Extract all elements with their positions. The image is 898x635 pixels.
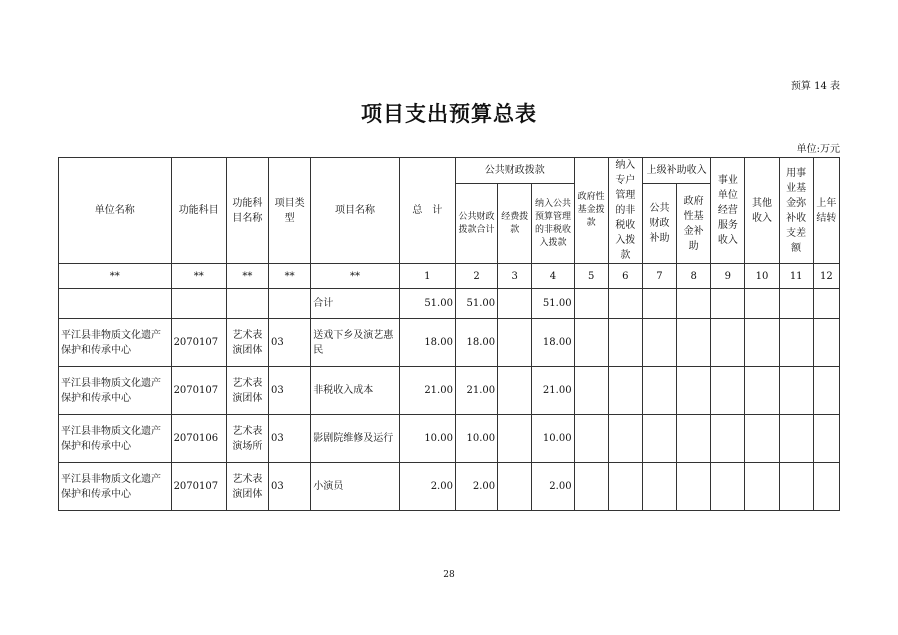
name-cell: 非税收入成本 (311, 367, 399, 415)
total-cell: 2.00 (399, 463, 455, 511)
index-cell: 7 (642, 264, 676, 289)
index-cell: 8 (677, 264, 711, 289)
header-gov-fund: 政府性基金拨款 (574, 158, 608, 264)
index-row (59, 264, 840, 289)
index-cell: 10 (745, 264, 779, 289)
index-cell: ** (269, 264, 311, 289)
pf-total-cell: 21.00 (455, 367, 497, 415)
table-row (59, 367, 840, 415)
header-superior: 上级补助收入 (642, 158, 710, 184)
code-cell: 2070107 (171, 319, 226, 367)
pf-nontax-cell: 21.00 (532, 367, 574, 415)
total-cell: 10.00 (399, 415, 455, 463)
page-title: 项目支出预算总表 (361, 101, 537, 126)
header-sup-gov: 政府性基金补助 (677, 184, 711, 264)
budget-table (58, 157, 840, 511)
header-pf-total: 公共财政拨款合计 (455, 184, 497, 264)
type-cell: 03 (269, 319, 311, 367)
pf-total-cell: 10.00 (455, 415, 497, 463)
total-pf-total: 51.00 (455, 289, 497, 319)
unit-cell: 平江县非物质文化遗产保护和传承中心 (59, 319, 172, 367)
total-row (59, 289, 840, 319)
total-cell: 21.00 (399, 367, 455, 415)
func-cell: 艺术表演场所 (226, 415, 268, 463)
pf-total-cell: 2.00 (455, 463, 497, 511)
name-cell: 小演员 (311, 463, 399, 511)
name-cell: 影剧院维修及运行 (311, 415, 399, 463)
total-label: 合计 (311, 289, 399, 319)
func-cell: 艺术表演团体 (226, 319, 268, 367)
index-cell: ** (226, 264, 268, 289)
unit-cell: 平江县非物质文化遗产保护和传承中心 (59, 463, 172, 511)
header-public-finance: 公共财政拨款 (455, 158, 574, 184)
total-pf-nontax: 51.00 (532, 289, 574, 319)
name-cell: 送戏下乡及演艺惠民 (311, 319, 399, 367)
table-row (59, 463, 840, 511)
index-cell: ** (171, 264, 226, 289)
unit-cell: 平江县非物质文化遗产保护和传承中心 (59, 367, 172, 415)
header-special-nontax: 纳入专户管理的非税收入拨款 (608, 158, 642, 264)
index-cell: 6 (608, 264, 642, 289)
header-proj-type: 项目类型 (269, 158, 311, 264)
unit-label: 单位:万元 (796, 144, 840, 155)
type-cell: 03 (269, 463, 311, 511)
header-biz-fund: 用事业基金弥补收支差额 (779, 158, 813, 264)
page-number: 28 (443, 570, 455, 580)
header-biz-service: 事业单位经营服务收入 (711, 158, 745, 264)
header-pf-nontax: 纳入公共预算管理的非税收入拨款 (532, 184, 574, 264)
header-unit-name: 单位名称 (59, 158, 172, 264)
index-cell: ** (59, 264, 172, 289)
header-other: 其他收入 (745, 158, 779, 264)
header-sup-public: 公共财政补助 (642, 184, 676, 264)
index-cell: 12 (813, 264, 839, 289)
index-cell: 5 (574, 264, 608, 289)
table-row (59, 415, 840, 463)
header-func-code: 功能科目 (171, 158, 226, 264)
func-cell: 艺术表演团体 (226, 463, 268, 511)
index-cell: 3 (498, 264, 532, 289)
index-cell: 4 (532, 264, 574, 289)
index-cell: 9 (711, 264, 745, 289)
total-amount: 51.00 (399, 289, 455, 319)
type-cell: 03 (269, 415, 311, 463)
pf-nontax-cell: 18.00 (532, 319, 574, 367)
code-cell: 2070106 (171, 415, 226, 463)
form-number: 预算 14 表 (790, 81, 840, 92)
code-cell: 2070107 (171, 367, 226, 415)
table-row (59, 319, 840, 367)
pf-nontax-cell: 10.00 (532, 415, 574, 463)
index-cell: ** (311, 264, 399, 289)
header-last-year: 上年结转 (813, 158, 839, 264)
header-pf-fee: 经费拨款 (498, 184, 532, 264)
code-cell: 2070107 (171, 463, 226, 511)
total-cell: 18.00 (399, 319, 455, 367)
pf-total-cell: 18.00 (455, 319, 497, 367)
index-cell: 11 (779, 264, 813, 289)
index-cell: 1 (399, 264, 455, 289)
pf-nontax-cell: 2.00 (532, 463, 574, 511)
unit-cell: 平江县非物质文化遗产保护和传承中心 (59, 415, 172, 463)
header-total: 总 计 (399, 158, 455, 264)
header-proj-name: 项目名称 (311, 158, 399, 264)
index-cell: 2 (455, 264, 497, 289)
header-func-name: 功能科目名称 (226, 158, 268, 264)
type-cell: 03 (269, 367, 311, 415)
func-cell: 艺术表演团体 (226, 367, 268, 415)
